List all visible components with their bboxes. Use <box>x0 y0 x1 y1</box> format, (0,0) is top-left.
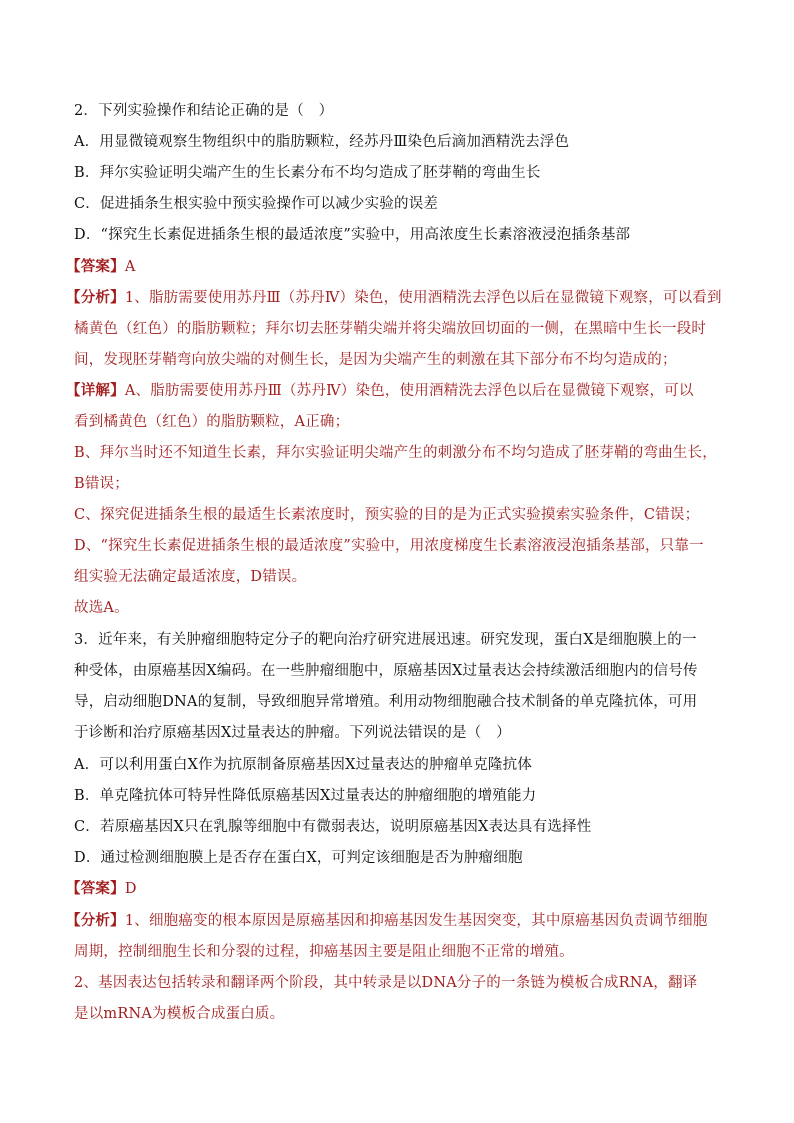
q2-analysis-line-1 <box>66 288 722 308</box>
q2-detail-line-2: 看到橘黄色（红色）的脂肪颗粒，A正确； <box>74 414 350 430</box>
q2-detail-line-4: B错误； <box>74 476 129 492</box>
q3-stem-line-3: 导，启动细胞DNA的复制，导致细胞异常增殖。利用动物细胞融合技术制备的单克隆抗体，可用 <box>74 694 698 710</box>
q2-conclusion: 故选A。 <box>74 600 129 616</box>
q3-stem-line-1: 3．近年来，有关肿瘤细胞特定分子的靶向治疗研究进展迅速。研究发现，蛋白X是细胞膜上的一 <box>74 632 697 648</box>
q2-option-d: D．“探究生长素促进插条生根的最适浓度”实验中，用高浓度生长素溶液浸泡插条基部 <box>74 227 631 243</box>
q2-option-a: A．用显微镜观察生物组织中的脂肪颗粒，经苏丹Ⅲ染色后滴加酒精洗去浮色 <box>74 134 570 150</box>
q3-analysis-line-4: 是以mRNA为模板合成蛋白质。 <box>74 1006 285 1022</box>
q2-detail-line-7: 组实验无法确定最适浓度，D错误。 <box>74 569 307 585</box>
q3-stem-line-2: 种受体，由原癌基因X编码。在一些肿瘤细胞中，原癌基因X过量表达会持续激活细胞内的信号传 <box>74 663 698 679</box>
q3-analysis-line-3: 2、基因表达包括转录和翻译两个阶段，其中转录是以DNA分子的一条链为模板合成RNA，翻译 <box>74 975 698 991</box>
answer-value: A <box>124 259 136 275</box>
answer-tag: 【答案】 <box>66 258 125 275</box>
q2-analysis-line-3: 间，发现胚芽鞘弯向放尖端的对侧生长，是因为尖端产生的刺激在其下部分布不均匀造成的； <box>74 352 677 368</box>
q2-option-b: B．拜尔实验证明尖端产生的生长素分布不均匀造成了胚芽鞘的弯曲生长 <box>74 165 541 181</box>
q2-analysis-line-2: 橘黄色（红色）的脂肪颗粒；拜尔切去胚芽鞘尖端并将尖端放回切面的一侧，在黑暗中生长一段时 <box>74 321 707 337</box>
q3-option-c: C．若原癌基因X只在乳腺等细胞中有微弱表达，说明原癌基因X表达具有选择性 <box>74 819 592 835</box>
q3-analysis-line-1 <box>66 911 708 931</box>
q2-detail-line-1 <box>66 381 694 401</box>
q2-stem: 2．下列实验操作和结论正确的是（ ） <box>74 103 334 119</box>
q3-analysis-line-2: 周期，控制细胞生长和分裂的过程，抑癌基因主要是阻止细胞不正常的增殖。 <box>74 944 574 960</box>
answer-tag: 【答案】 <box>66 880 125 897</box>
q3-option-b: B．单克隆抗体可特异性降低原癌基因X过量表达的肿瘤细胞的增殖能力 <box>74 788 537 804</box>
q2-detail-line-5: C、探究促进插条生根的最适生长素浓度时，预实验的目的是为正式实验摸索实验条件，C错误； <box>74 507 700 523</box>
q3-option-d: D．通过检测细胞膜上是否存在蛋白X，可判定该细胞是否为肿瘤细胞 <box>74 850 523 866</box>
detail-text: A、脂肪需要使用苏丹Ⅲ（苏丹Ⅳ）染色，使用酒精洗去浮色以后在显微镜下观察，可以 <box>124 383 694 399</box>
analysis-tag: 【分析】 <box>66 289 125 306</box>
q3-stem-line-4: 于诊断和治疗原癌基因X过量表达的肿瘤。下列说法错误的是（ ） <box>74 725 511 741</box>
q3-option-a: A．可以利用蛋白X作为抗原制备原癌基因X过量表达的肿瘤单克隆抗体 <box>74 757 533 773</box>
analysis-text: 1、脂肪需要使用苏丹Ⅲ（苏丹Ⅳ）染色，使用酒精洗去浮色以后在显微镜下观察，可以看到 <box>124 290 722 306</box>
q2-detail-line-6: D、“探究生长素促进插条生根的最适浓度”实验中，用浓度梯度生长素溶液浸泡插条基部，只靠一 <box>74 538 704 554</box>
q2-detail-line-3: B、拜尔当时还不知道生长素，拜尔实验证明尖端产生的刺激分布不均匀造成了胚芽鞘的弯曲生长， <box>74 445 717 461</box>
q2-answer <box>66 257 135 277</box>
detail-tag: 【详解】 <box>66 382 125 399</box>
analysis-text: 1、细胞癌变的根本原因是原癌基因和抑癌基因发生基因突变，其中原癌基因负责调节细胞 <box>124 913 708 929</box>
q3-answer <box>66 879 137 899</box>
q2-option-c: C．促进插条生根实验中预实验操作可以减少实验的误差 <box>74 196 439 212</box>
answer-value: D <box>124 881 137 897</box>
analysis-tag: 【分析】 <box>66 912 125 929</box>
